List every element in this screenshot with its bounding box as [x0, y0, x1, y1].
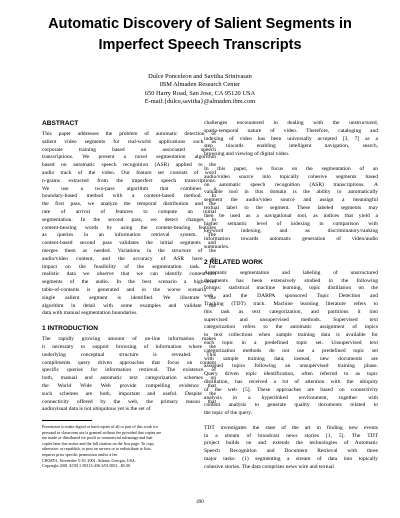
text-line: audio/video source into topically cohesive segments based	[204, 173, 378, 180]
text-line: Speech Recognition and Document Retrieval with three	[204, 448, 378, 455]
text-line: web and the DARPA sponsored Topic Detection and	[204, 293, 378, 300]
text-line: it necessary to support browsing of information where the	[42, 343, 216, 350]
author-names: Dulce Ponceleon and Savitha Srinivasan	[148, 73, 252, 80]
text-line: with sample training data; instead, new documents are	[204, 355, 378, 362]
text-line: salient video segments for real-world applications such as	[42, 138, 216, 145]
related-work-heading: 2 RELATED WORK	[204, 258, 263, 266]
text-line: In this paper, we focus on the segmentation of an	[204, 165, 378, 172]
text-line: otherwise, or republish, to post on servers or to redistribute to lists,	[42, 446, 152, 452]
text-line: such schemes are both, important and useful. Despite the	[42, 390, 216, 397]
text-line: major tasks: (1) segmenting a stream of data into topically	[204, 456, 378, 463]
text-line: this task as text categorization, and partitions it into	[204, 308, 378, 315]
text-line: of the web [5]. These approaches are based on connectivity	[204, 386, 378, 393]
text-line: We use a two-pass algorithm that combines a	[42, 185, 216, 192]
text-line: transcriptions. We present a novel segmentation algorithm	[42, 154, 216, 161]
text-line: browsing and viewing of digital video.	[204, 151, 290, 158]
text-line: specific queries for information retrieval. The existence of	[42, 367, 216, 374]
author-email: E-mail:{dulce,savitha}@almaden.ibm.com	[144, 97, 256, 105]
text-line: boundary-based method with a content-based method. In	[42, 193, 216, 200]
text-line: data with manual segmentation boundaries.	[42, 310, 138, 317]
author-block	[0, 73, 400, 106]
left-column	[42, 120, 216, 469]
paper-title-line-2: Imperfect Speech Transcripts	[98, 37, 302, 53]
text-line: requires prior specific permission and/or a fee.	[42, 452, 119, 458]
text-line: Permission to make digital or hard copies of all or part of this work for	[42, 424, 158, 430]
text-line: supervised and unsupervised methods. Supervised text	[204, 316, 378, 323]
text-line: cohesive stories. The data comprises news wire and textual	[204, 463, 334, 470]
text-line: realistic data we observe that we can identify content-rich	[42, 271, 216, 278]
text-line: algorithm in detail with some examples and validate the	[42, 302, 216, 309]
text-line: higher semantic level of indexing in comparison with	[204, 220, 378, 227]
introduction-text	[42, 336, 216, 414]
text-line: audio/video content, and the accuracy of ASR have an	[42, 255, 216, 262]
text-line: segment the audio/video source and assign a meaningful	[204, 197, 378, 204]
text-line: connectivity offered by the web, the primary reason that	[42, 398, 216, 405]
text-line: indexing of video has been universally accepted [3, 7] as a	[204, 135, 378, 142]
text-line: Tracking (TDT) track. Machine learning literature refers to	[204, 300, 378, 307]
footnote-rule	[42, 420, 92, 421]
paper-title-line-1: Automatic Discovery of Salient Segments in	[48, 16, 352, 32]
text-line: summaries.	[204, 243, 230, 250]
text-line: This paper addresses the problem of automatic detection of	[42, 131, 216, 137]
text-line: underlying conceptual structure is revealed. This	[42, 351, 216, 358]
text-line: then be used as a navigational tool, as indices that yield a	[204, 212, 378, 219]
text-line: categorization refers to the automatic assignment of topics	[204, 324, 378, 331]
text-line: single salient segment is identified. We illustrate the	[42, 294, 216, 301]
text-line: impact on the feasibility of the segmentation task. For	[42, 263, 216, 270]
text-line: audio track of the video. Our feature set consists of word	[42, 169, 216, 176]
text-line: step towards enabling intelligent navigation, search,	[204, 143, 378, 150]
text-line: segmentation. In the second pass, we detect changes in	[42, 216, 216, 223]
related-work-paragraph-2	[204, 425, 378, 472]
text-line: to text collections when sample training data is available for	[204, 332, 378, 339]
text-line: based on automatic speech recognition (ASR) applied to the	[42, 162, 216, 169]
text-line: forums: statistical machine learning, topic distillation on the	[204, 285, 378, 292]
related-work-paragraph-1	[204, 270, 378, 418]
text-line: table-of-contents is generated and in the worse scenario a	[42, 286, 216, 293]
text-line: The rapidly growing amount of on-line information makes	[42, 336, 216, 343]
text-line: spatio-temporal nature of video. Therefore, cataloging and	[204, 127, 378, 134]
text-line: in a stream of broadcast news stories [1, 5]. The TDT	[204, 432, 378, 439]
right-column	[204, 120, 378, 472]
text-line: Automatic segmentation and labeling of unstructured	[204, 269, 378, 276]
text-line: rate of arrival of features to compute an initial	[42, 208, 216, 215]
text-line: analysis in a hyperlinked environment, together with	[204, 394, 378, 401]
text-line: corporate training based on associated speech	[42, 146, 216, 153]
author-address: 650 Harry Road, San Jose, CA 95120 USA	[144, 89, 256, 97]
text-line: compliments query driven approaches that focus on content	[42, 359, 216, 366]
text-line: content-bearing words by using the content-bearing features	[42, 224, 216, 231]
text-line: copies bear this notice and the full citation on the first page. To copy	[42, 440, 155, 446]
text-line: categorization methods do not use a predefined topic set	[204, 347, 378, 354]
text-line: content analysis to generate quality documents related to	[204, 402, 378, 409]
text-line: project builds on and extends the technologies of Automatic	[204, 440, 378, 447]
text-line: the World Wide Web provide compelling evidence that	[42, 382, 216, 389]
text-line: the topic of the query.	[204, 410, 253, 417]
text-line: information towards automatic generation of video/audio	[204, 236, 378, 243]
introduction-heading: 1 INTRODUCTION	[42, 325, 99, 333]
text-line: Copyright 2001 ACM 1-58113-436-3/01/0011...$5.00.	[42, 463, 132, 469]
text-line: valuable tool in this domain is the ability to automatically	[204, 189, 378, 196]
text-line: documents has been extensively studied in the following	[204, 277, 378, 284]
text-line: content-based second pass validates the initial segments and	[42, 240, 216, 247]
text-line: each topic in a predefined topic set. Unsupervised text	[204, 339, 378, 346]
introduction-paragraph-2	[204, 166, 378, 252]
text-line: Query driven topic identification, often referred to as topic	[204, 371, 378, 378]
page-number: 490	[196, 500, 204, 505]
text-line: not made or distributed for profit or commercial advantage and that	[42, 435, 153, 441]
abstract-text	[42, 131, 216, 318]
text-line: n-grams extracted from the imperfect speech transcriptions.	[42, 177, 216, 184]
text-line: assigned topics following an unsupervised training phase.	[204, 363, 378, 370]
text-line: textual label to the segment. These labeled segments may	[204, 204, 378, 211]
text-line: both, manual and automatic text categorization schemes on	[42, 375, 216, 382]
text-line: TDT investigates the state of the art in finding new events	[204, 424, 378, 431]
introduction-continued-text	[204, 120, 378, 159]
text-line: the first pass, we analyze the temporal distribution and the	[42, 201, 216, 208]
abstract-heading: ABSTRACT	[42, 120, 79, 127]
text-line: on automatic speech recognition (ASR) transcriptions. A	[204, 181, 378, 188]
text-line: as queries in an information retrieval system. The	[42, 232, 216, 239]
text-line: keyword indexing, and as discriminatory/ranking	[204, 228, 378, 235]
text-line: challenges encountered in dealing with the unstructured,	[204, 120, 378, 126]
text-line: distillation, has received a lot of attention with the ubiquity	[204, 378, 378, 385]
text-line: segments of the audio. In the best scenario a high-level	[42, 279, 216, 286]
permission-footnote	[42, 424, 216, 469]
text-line: audiovisual data is not ubiquitous yet is the set of	[42, 406, 151, 413]
text-line: personal or classroom use is granted without fee provided that copies are	[42, 429, 162, 435]
text-line: CIKM'01, November 5-10, 2001, Atlanta, Georgia, USA.	[42, 457, 136, 463]
author-affiliation: IBM Almaden Research Center	[159, 81, 241, 89]
text-line: merges them as needed. Variations in the structure of the	[42, 247, 216, 254]
